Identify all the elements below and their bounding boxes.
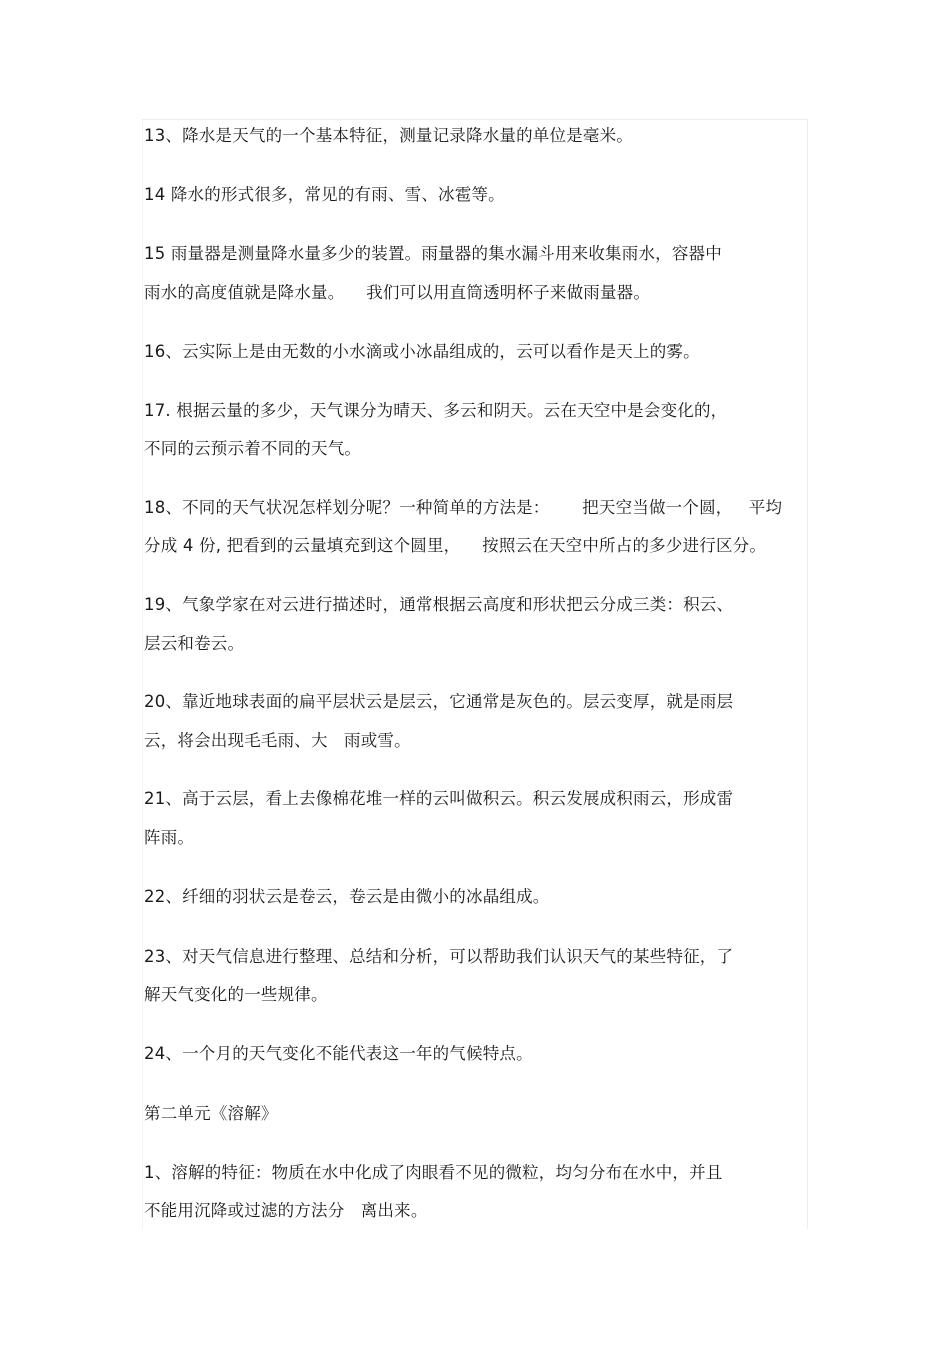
para-15-line-2: 雨水的高度值就是降水量。 我们可以用直筒透明杯子来做雨量器。 [144,283,651,302]
para-19-line-2: 层云和卷云。 [144,634,245,653]
unit2-para-1-line-2: 不能用沉降或过滤的方法分 离出来。 [144,1201,428,1220]
para-23-line-1: 23、对天气信息进行整理、总结和分析，可以帮助我们认识天气的某些特征，了 [144,947,734,966]
para-14-line-1: 14 降水的形式很多，常见的有雨、雪、冰雹等。 [144,185,505,204]
para-22-line-1: 22、纤细的羽状云是卷云，卷云是由微小的冰晶组成。 [144,887,550,906]
unit2-para-1-line-1: 1、溶解的特征：物质在水中化成了肉眼看不见的微粒，均匀分布在水中，并且 [144,1163,723,1182]
para-17-line-2: 不同的云预示着不同的天气。 [144,439,362,458]
para-15-line-1: 15 雨量器是测量降水量多少的装置。雨量器的集水漏斗用来收集雨水，容器中 [144,244,722,263]
para-19-line-1: 19、气象学家在对云进行描述时，通常根据云高度和形状把云分成三类：积云、 [144,595,734,614]
para-18-line-1: 18、不同的天气状况怎样划分呢？一种简单的方法是： 把天空当做一个圆， 平均 [144,498,783,517]
unit-2-heading: 第二单元《溶解》 [144,1104,278,1123]
para-18-line-2: 分成 4 份, 把看到的云量填充到这个圆里， 按照云在天空中所占的多少进行区分。 [144,536,767,555]
para-21-line-2: 阵雨。 [144,828,195,847]
para-13-line-1: 13、降水是天气的一个基本特征，测量记录降水量的单位是毫米。 [144,126,633,145]
para-16-line-1: 16、云实际上是由无数的小水滴或小冰晶组成的，云可以看作是天上的雾。 [144,342,700,361]
para-17-line-1: 17. 根据云量的多少，天气课分为晴天、多云和阴天。云在天空中是会变化的， [144,401,728,420]
para-20-line-2: 云，将会出现毛毛雨、大 雨或雪。 [144,731,411,750]
para-23-line-2: 解天气变化的一些规律。 [144,985,328,1004]
para-24-line-1: 24、一个月的天气变化不能代表这一年的气候特点。 [144,1044,533,1063]
para-20-line-1: 20、靠近地球表面的扁平层状云是层云，它通常是灰色的。层云变厚，就是雨层 [144,692,734,711]
para-21-line-1: 21、高于云层，看上去像棉花堆一样的云叫做积云。积云发展成积雨云，形成雷 [144,789,734,808]
